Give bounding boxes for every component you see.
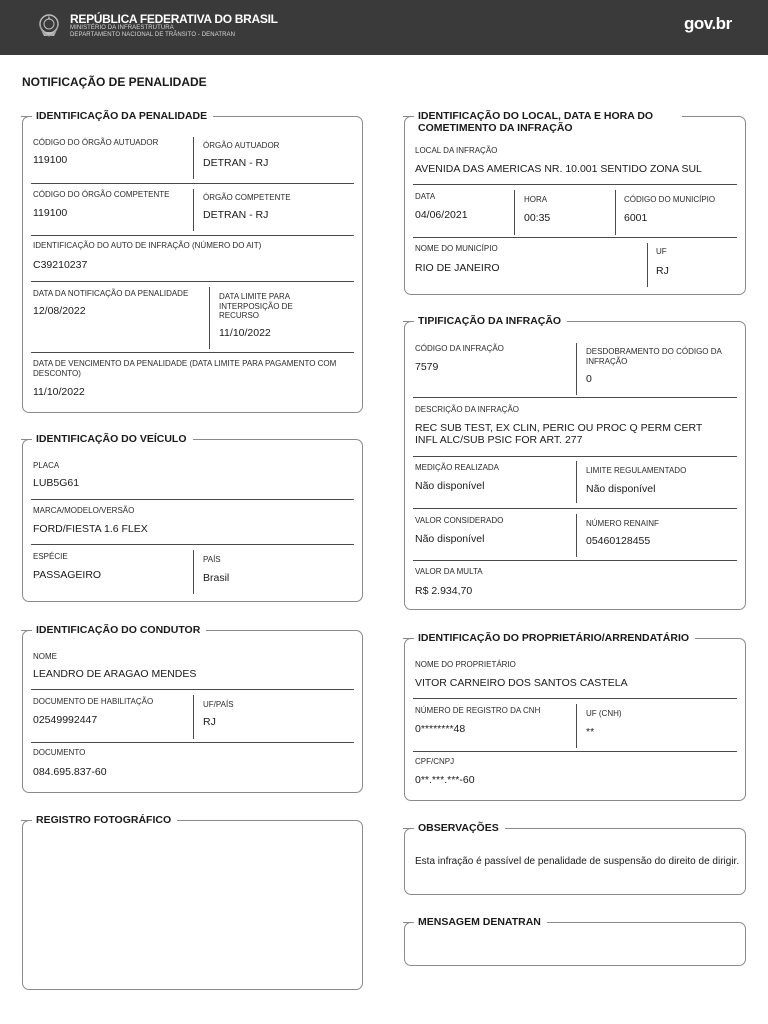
competent-agency: DETRAN - RJ bbox=[203, 209, 269, 221]
competent-agency-code: 119100 bbox=[33, 207, 68, 219]
observations-section bbox=[404, 822, 746, 895]
owner-name: VITOR CARNEIRO DOS SANTOS CASTELA bbox=[415, 677, 628, 689]
uf: RJ bbox=[656, 265, 669, 277]
renainf-label: NÚMERO RENAINF bbox=[586, 519, 659, 528]
ait-label: IDENTIFICAÇÃO DO AUTO DE INFRAÇÃO (NÚMERO DO AIT) bbox=[33, 241, 262, 250]
country: Brasil bbox=[203, 572, 230, 584]
uf-country: RJ bbox=[203, 716, 216, 728]
owner-section-title: IDENTIFICAÇÃO DO PROPRIETÁRIO/ARRENDATÁRIO bbox=[414, 632, 695, 644]
penalty-section-title: IDENTIFICAÇÃO DA PENALIDADE bbox=[32, 110, 213, 122]
page-title: NOTIFICAÇÃO DE PENALIDADE bbox=[22, 75, 207, 89]
driver-name-label: NOME bbox=[33, 652, 57, 661]
city-name-label: NOME DO MUNICÍPIO bbox=[415, 244, 498, 253]
issuing-agency-code: 119100 bbox=[33, 154, 68, 166]
city-code: 6001 bbox=[624, 212, 648, 224]
govbr-logo[interactable]: gov.br bbox=[684, 14, 732, 33]
owner-name-label: NOME DO PROPRIETÁRIO bbox=[415, 660, 516, 669]
photo-record-section bbox=[22, 814, 363, 990]
city-code-label: CÓDIGO DO MUNICÍPIO bbox=[624, 195, 716, 204]
infraction-type-title: TIPIFICAÇÃO DA INFRAÇÃO bbox=[414, 315, 567, 327]
model-label: MARCA/MODELO/VERSÃO bbox=[33, 506, 135, 515]
appeal-deadline: 11/10/2022 bbox=[219, 327, 271, 339]
city-name: RIO DE JANEIRO bbox=[415, 262, 500, 274]
denatran-message-title: MENSAGEM DENATRAN bbox=[414, 916, 547, 928]
driver-name: LEANDRO DE ARAGAO MENDES bbox=[33, 668, 197, 680]
coat-of-arms-icon bbox=[38, 12, 60, 39]
competent-agency-code-label: CÓDIGO DO ÓRGÃO COMPETENTE bbox=[33, 190, 170, 199]
description-label: DESCRIÇÃO DA INFRAÇÃO bbox=[415, 405, 520, 414]
notification-date-label: DATA DA NOTIFICAÇÃO DA PENALIDADE bbox=[33, 289, 189, 298]
code-breakdown: 0 bbox=[586, 373, 592, 385]
infraction-code: 7579 bbox=[415, 361, 439, 373]
location-section-title: IDENTIFICAÇÃO DO LOCAL, DATA E HORA DO COMETIMENTO DA INFRAÇÃO bbox=[414, 110, 682, 134]
infraction-time: 00:35 bbox=[524, 212, 551, 224]
plate: LUB5G61 bbox=[33, 477, 80, 489]
measurement-label: MEDIÇÃO REALIZADA bbox=[415, 463, 500, 472]
notification-date: 12/08/2022 bbox=[33, 305, 86, 317]
time-label: HORA bbox=[524, 195, 548, 204]
photo-record-title: REGISTRO FOTOGRÁFICO bbox=[32, 814, 177, 826]
issuing-agency: DETRAN - RJ bbox=[203, 157, 269, 169]
plate-label: PLACA bbox=[33, 461, 60, 470]
republic-title: REPÚBLICA FEDERATIVA DO BRASIL bbox=[70, 12, 278, 26]
issuing-agency-label: ÓRGÃO AUTUADOR bbox=[203, 141, 280, 150]
measurement: Não disponível bbox=[415, 480, 485, 492]
location-label: LOCAL DA INFRAÇÃO bbox=[415, 146, 498, 155]
code-breakdown-label: DESDOBRAMENTO DO CÓDIGO DA INFRAÇÃO bbox=[586, 347, 722, 366]
appeal-deadline-label: DATA LIMITE PARA INTERPOSIÇÃO DE RECURSO bbox=[219, 292, 293, 320]
penalty-section bbox=[22, 110, 363, 413]
cpf-label: CPF/CNPJ bbox=[415, 757, 455, 766]
driver-section bbox=[22, 624, 363, 793]
due-date-label: DATA DE VENCIMENTO DA PENALIDADE (DATA LIMITE PARA PAGAMENTO COM DESCONTO) bbox=[33, 359, 337, 378]
owner-section bbox=[404, 632, 746, 801]
license-number: 02549992447 bbox=[33, 714, 98, 726]
observations-text: Esta infração é passível de penalidade de suspensão do direito de dirigir. bbox=[415, 856, 740, 867]
regulated-limit-label: LIMITE REGULAMENTADO bbox=[586, 466, 687, 475]
due-date: 11/10/2022 bbox=[33, 386, 85, 398]
observations-title: OBSERVAÇÕES bbox=[414, 822, 505, 834]
fine-value: R$ 2.934,70 bbox=[415, 585, 473, 597]
species: PASSAGEIRO bbox=[33, 569, 102, 581]
considered-value: Não disponível bbox=[415, 533, 485, 545]
cnh-number: 0********48 bbox=[415, 723, 466, 735]
document-number: 084.695.837-60 bbox=[33, 766, 107, 778]
license-label: DOCUMENTO DE HABILITAÇÃO bbox=[33, 697, 154, 706]
considered-value-label: VALOR CONSIDERADO bbox=[415, 516, 504, 525]
infraction-code-label: CÓDIGO DA INFRAÇÃO bbox=[415, 344, 504, 353]
cnh-uf-label: UF (CNH) bbox=[586, 709, 622, 718]
date-label: DATA bbox=[415, 192, 436, 201]
competent-agency-label: ÓRGÃO COMPETENTE bbox=[203, 193, 291, 202]
denatran-message-section bbox=[404, 916, 746, 966]
header-bar bbox=[0, 0, 768, 55]
document-label: DOCUMENTO bbox=[33, 748, 86, 757]
uf-country-label: UF/PAÍS bbox=[203, 700, 234, 709]
vehicle-section-title: IDENTIFICAÇÃO DO VEÍCULO bbox=[32, 433, 193, 445]
driver-section-title: IDENTIFICAÇÃO DO CONDUTOR bbox=[32, 624, 206, 636]
infraction-type-section bbox=[404, 315, 746, 610]
country-label: PAÍS bbox=[203, 555, 221, 564]
location: AVENIDA DAS AMERICAS NR. 10.001 SENTIDO ZONA SUL bbox=[415, 163, 702, 175]
issuing-agency-code-label: CÓDIGO DO ÓRGÃO AUTUADOR bbox=[33, 138, 159, 147]
location-section bbox=[404, 110, 746, 295]
uf-label: UF bbox=[656, 247, 667, 256]
regulated-limit: Não disponível bbox=[586, 483, 656, 495]
cnh-uf: ** bbox=[586, 726, 595, 738]
description: REC SUB TEST, EX CLIN, PERIC OU PROC Q PERM CERT INFL ALC/SUB PSIC FOR ART. 277 bbox=[415, 422, 703, 446]
cpf: 0**.***.***-60 bbox=[415, 774, 475, 786]
species-label: ESPÉCIE bbox=[33, 552, 68, 561]
infraction-date: 04/06/2021 bbox=[415, 209, 468, 221]
renainf-number: 05460128455 bbox=[586, 535, 651, 547]
ministry-name: MINISTÉRIO DA INFRAESTRUTURA bbox=[70, 25, 174, 31]
ait-number: C39210237 bbox=[33, 259, 88, 271]
model: FORD/FIESTA 1.6 FLEX bbox=[33, 523, 148, 535]
department-name: DEPARTAMENTO NACIONAL DE TRÂNSITO - DENATRAN bbox=[70, 32, 236, 38]
fine-value-label: VALOR DA MULTA bbox=[415, 567, 483, 576]
vehicle-section bbox=[22, 433, 363, 602]
cnh-label: NÚMERO DE REGISTRO DA CNH bbox=[415, 706, 541, 715]
